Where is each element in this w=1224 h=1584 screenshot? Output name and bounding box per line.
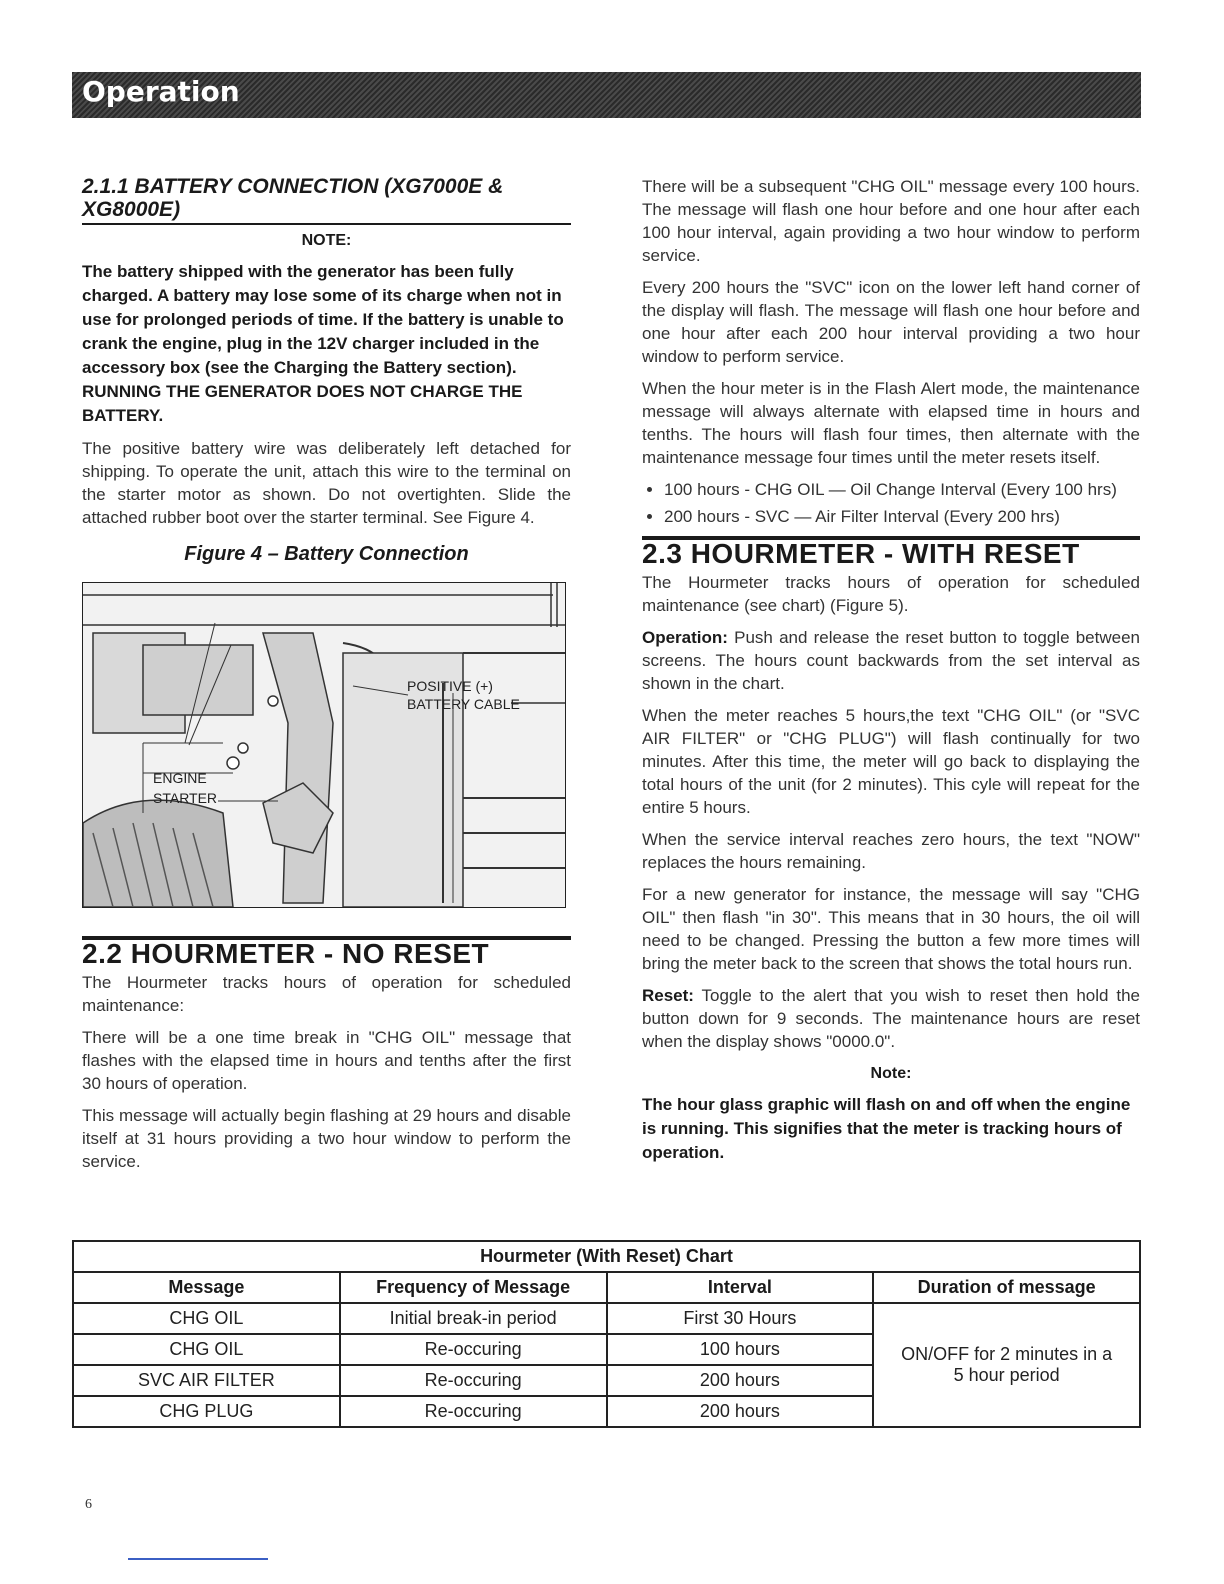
battery-note-text: The battery shipped with the generator has been fully charged. A battery may lose some of its charge when not in use for prolonged periods of time. If the battery is unable to crank the engine, plug in the 12V charger included in the accessory box (see the Charging the Battery section). RUNNING THE GENERATOR DOES NOT CHARGE THE BATTERY. xyxy=(82,262,564,425)
figure-4-caption: Figure 4 – Battery Connection xyxy=(184,543,469,565)
flash-alert-paragraph: When the hour meter is in the Flash Alert mode, the maintenance message will always alternate with elapsed time in hours and tenths. The hours will flash four times, then alternate with the maintenance message four times until the meter resets itself. xyxy=(642,379,1140,467)
reset-text: Toggle to the alert that you wish to reset then hold the button down for 9 seconds. The maintenance hours are reset when the display shows "0000.0". xyxy=(642,986,1140,1051)
with-reset-paragraph-1: The Hourmeter tracks hours of operation for scheduled maintenance (see chart) (Figure 5). xyxy=(642,573,1140,615)
no-reset-paragraph-1: The Hourmeter tracks hours of operation for scheduled maintenance: xyxy=(82,973,571,1015)
battery-connection-figure xyxy=(82,582,566,908)
with-reset-paragraph-2: When the meter reaches 5 hours,the text "CHG OIL" (or "SVC AIR FILTER" or "CHG PLUG") will flash continually for two minutes. After this time, the meter will go back to displaying the total hours of the unit (for 2 minutes). This cyle will repeat for the entire 5 hours. xyxy=(642,706,1140,817)
engine-starter-label-1: ENGINE xyxy=(153,770,207,786)
battery-connection-illustration xyxy=(83,583,565,907)
battery-note-label: NOTE: xyxy=(301,232,352,249)
bullet-item-air-filter: • 200 hours - SVC — Air Filter Interval (Every 200 hrs) xyxy=(664,505,1140,528)
table-header-frequency: Frequency of Message xyxy=(340,1272,607,1303)
table-cell: Re-occuring xyxy=(340,1396,607,1427)
operation-label: Operation: xyxy=(642,628,728,647)
hourmeter-with-reset-heading: 2.3 HOURMETER - WITH RESET xyxy=(642,536,1140,565)
svc-paragraph: Every 200 hours the "SVC" icon on the lower left hand corner of the display will flash. The message will flash one hour before and one hour after each 200 hour interval providing a two hour window to perform service. xyxy=(642,278,1140,366)
reset-paragraph xyxy=(642,984,1140,1053)
table-cell: 100 hours xyxy=(607,1334,874,1365)
positive-cable-label-1: POSITIVE (+) xyxy=(407,678,493,694)
section-header-title: Operation xyxy=(82,75,240,108)
bullet-item-oil: • 100 hours - CHG OIL — Oil Change Interval (Every 100 hrs) xyxy=(664,478,1140,501)
hourmeter-no-reset-heading: 2.2 HOURMETER - NO RESET xyxy=(82,936,571,965)
with-reset-paragraph-3: When the service interval reaches zero hours, the text "NOW" replaces the hours remaining. xyxy=(642,830,1140,872)
no-reset-paragraph-3: This message will actually begin flashing at 29 hours and disable itself at 31 hours providing a two hour window to perform the service. xyxy=(82,1106,571,1171)
page-number: 6 xyxy=(85,1497,92,1512)
no-reset-paragraph-2: There will be a one time break in "CHG OIL" message that flashes with the elapsed time in hours and tenths after the first 30 hours of operation. xyxy=(82,1028,571,1093)
battery-body-paragraph: The positive battery wire was deliberately left detached for shipping. To operate the unit, attach this wire to the terminal on the starter motor as shown. Do not overtighten. Slide the attached rubber boot over the starter terminal. See Figure 4. xyxy=(82,439,571,527)
with-reset-paragraph-4: For a new generator for instance, the message will say "CHG OIL" then flash "in 30". This means that in 30 hours, the oil will need to be changed. Pressing the button a few more times will bring the meter back to the screen that shows the total hours run. xyxy=(642,885,1140,973)
table-cell: CHG PLUG xyxy=(73,1396,340,1427)
table-cell: Initial break-in period xyxy=(340,1303,607,1334)
reset-label: Reset: xyxy=(642,986,694,1005)
table-row xyxy=(73,1303,1140,1334)
engine-starter-label-2: STARTER xyxy=(153,790,218,806)
table-cell: 200 hours xyxy=(607,1365,874,1396)
operation-text: Push and release the reset button to toggle between screens. The hours count backwards from the set interval as shown in the chart. xyxy=(642,628,1140,693)
table-cell: CHG OIL xyxy=(73,1303,340,1334)
table-cell: First 30 Hours xyxy=(607,1303,874,1334)
table-header-row xyxy=(73,1272,1140,1303)
chg-oil-paragraph: There will be a subsequent "CHG OIL" message every 100 hours. The message will flash one hour before and one hour after each 100 hour interval, again providing a two hour window to perform service. xyxy=(642,177,1140,265)
positive-cable-label-2: BATTERY CABLE xyxy=(407,696,520,712)
table-cell: Re-occuring xyxy=(340,1365,607,1396)
duration-cell: ON/OFF for 2 minutes in a 5 hour period xyxy=(873,1303,1140,1427)
table-header-message: Message xyxy=(73,1272,340,1303)
section-header-bar xyxy=(72,72,1141,118)
table-cell: CHG OIL xyxy=(73,1334,340,1365)
hourglass-note-text: The hour glass graphic will flash on and off when the engine is running. This signifies that the meter is tracking hours of operation. xyxy=(642,1095,1131,1162)
table-cell: Re-occuring xyxy=(340,1334,607,1365)
table-header-interval: Interval xyxy=(607,1272,874,1303)
right-column xyxy=(642,175,1140,1174)
table-title: Hourmeter (With Reset) Chart xyxy=(73,1241,1140,1272)
hourglass-note-label: Note: xyxy=(870,1065,912,1082)
interval-bullet-list xyxy=(642,478,1140,528)
operation-paragraph xyxy=(642,626,1140,695)
table-cell: SVC AIR FILTER xyxy=(73,1365,340,1396)
table-header-duration: Duration of message xyxy=(873,1272,1140,1303)
battery-connection-heading: 2.1.1 BATTERY CONNECTION (XG7000E & XG8000E) xyxy=(82,175,571,225)
left-column xyxy=(82,175,571,1182)
hourmeter-chart-table xyxy=(72,1240,1141,1428)
table-cell: 200 hours xyxy=(607,1396,874,1427)
bottom-divider xyxy=(128,1558,268,1560)
